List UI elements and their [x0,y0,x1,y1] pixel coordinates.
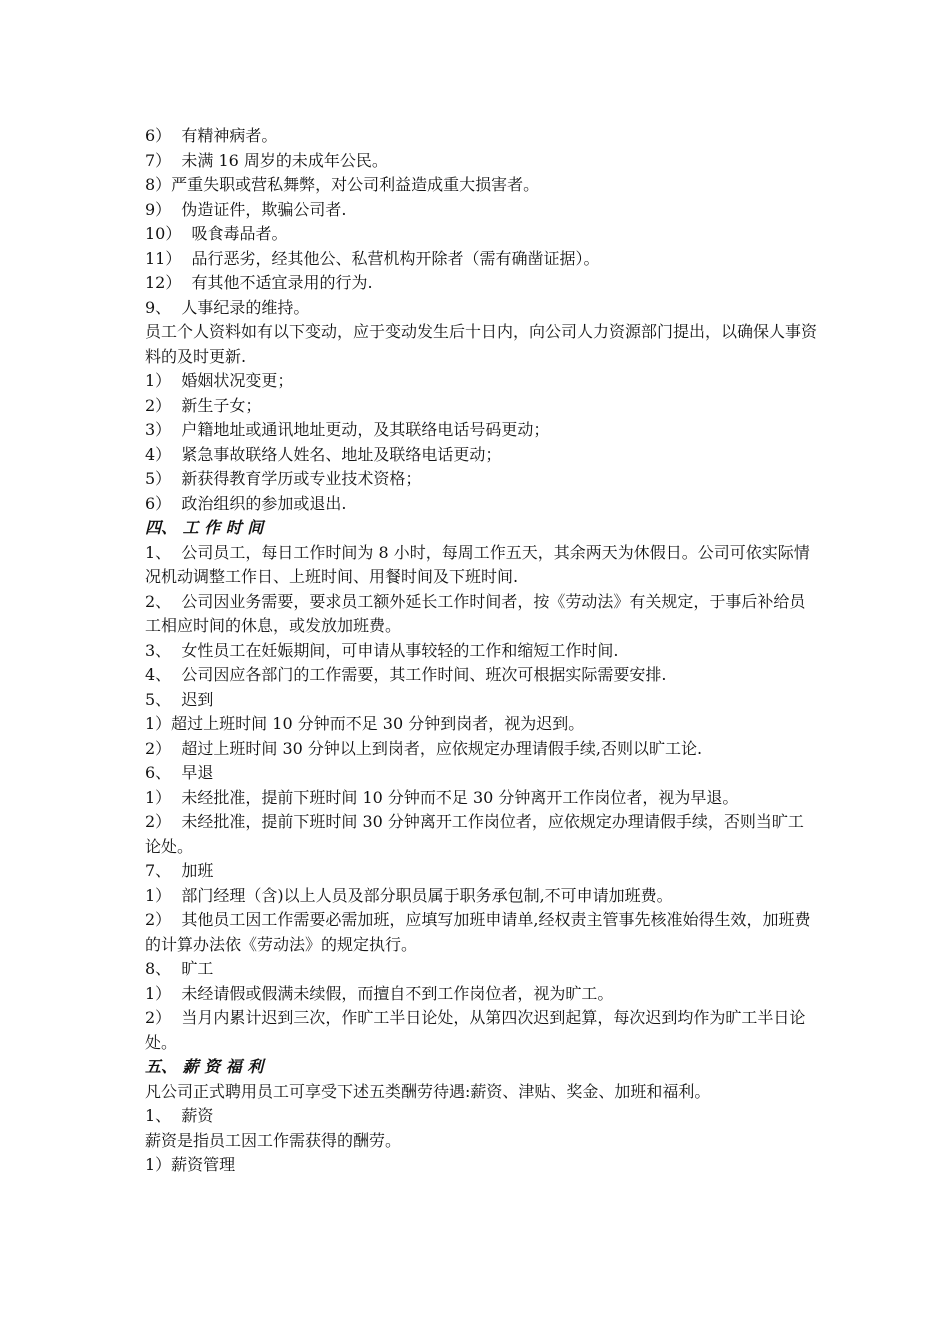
section-heading-salary-benefits: 五、 薪 资 福 利 [145,1057,264,1076]
paragraph: 2、 公司因业务需要，要求员工额外延长工作时间者，按《劳动法》有关规定，于事后补给员工相应时间的休息，或发放加班费。 [145,591,806,635]
list-item: 10） 吸食毒品者。 [145,224,288,243]
subsection-title: 1、 薪资 [145,1106,214,1125]
list-item: 1）薪资管理 [145,1155,236,1174]
subsection-title: 7、 加班 [145,861,214,880]
list-item: 11） 品行恶劣，经其他公、私营机构开除者（需有确凿证据）。 [145,248,600,268]
list-item: 1） 未经请假或假满未续假，而擅自不到工作岗位者，视为旷工。 [145,983,614,1003]
section-heading-work-time: 四、 工 作 时 间 [145,518,264,537]
list-item: 6） 政治组织的参加或退出. [145,493,347,513]
subsection-title: 5、 迟到 [145,689,214,709]
list-item: 1）超过上班时间 10 分钟而不足 30 分钟到岗者，视为迟到。 [145,714,585,733]
list-item: 2） 当月内累计迟到三次，作旷工半日论处，从第四次迟到起算，每次迟到均作为旷工半日论处。 [145,1008,806,1052]
subsection-title: 6、 早退 [145,763,214,782]
paragraph: 4、 公司因应各部门的工作需要，其工作时间、班次可根据实际需要安排. [145,665,667,684]
list-item: 2） 未经批准，提前下班时间 30 分钟离开工作岗位者，应依规定办理请假手续，否则当旷工论处。 [145,812,804,856]
list-item: 4） 紧急事故联络人姓名、地址及联络电话更动； [145,444,502,464]
paragraph: 凡公司正式聘用员工可享受下述五类酬劳待遇:薪资、津贴、奖金、加班和福利。 [145,1081,711,1101]
list-item: 1） 部门经理（含)以上人员及部分职员属于职务承包制,不可申请加班费。 [145,885,673,905]
list-item: 2） 其他员工因工作需要必需加班，应填写加班申请单,经权责主管事先核准始得生效，加班费的计算办法依《劳动法》的规定执行。 [145,910,811,954]
list-item: 5） 新获得教育学历或专业技术资格； [145,469,422,488]
paragraph: 1、 公司员工，每日工作时间为 8 小时，每周工作五天，其余两天为休假日。公司可依实际情况机动调整工作日、上班时间、用餐时间及下班时间. [145,542,810,586]
list-item: 2） 超过上班时间 30 分钟以上到岗者，应依规定办理请假手续,否则以旷工论. [145,738,703,758]
list-item: 1） 婚姻状况变更； [145,371,294,390]
list-item: 2） 新生子女； [145,395,262,415]
list-item: 9） 伪造证件，欺骗公司者. [145,199,347,219]
list-item: 6） 有精神病者。 [145,126,278,145]
list-item: 3） 户籍地址或通讯地址更动，及其联络电话号码更动； [145,420,550,439]
document-page [145,124,817,1178]
paragraph: 薪资是指员工因工作需获得的酬劳。 [145,1130,402,1150]
paragraph: 3、 女性员工在妊娠期间，可申请从事较轻的工作和缩短工作时间. [145,640,619,660]
list-item: 7） 未满 16 周岁的未成年公民。 [145,150,388,170]
paragraph: 员工个人资料如有以下变动，应于变动发生后十日内，向公司人力资源部门提出，以确保人事资料的及时更新. [145,322,818,366]
list-item: 8）严重失职或营私舞弊，对公司利益造成重大损害者。 [145,175,540,194]
subsection-title: 9、 人事纪录的维持。 [145,297,310,317]
list-item: 12） 有其他不适宜录用的行为. [145,273,373,292]
list-item: 1） 未经批准，提前下班时间 10 分钟而不足 30 分钟离开工作岗位者，视为早退。 [145,787,739,807]
subsection-title: 8、 旷工 [145,959,214,978]
